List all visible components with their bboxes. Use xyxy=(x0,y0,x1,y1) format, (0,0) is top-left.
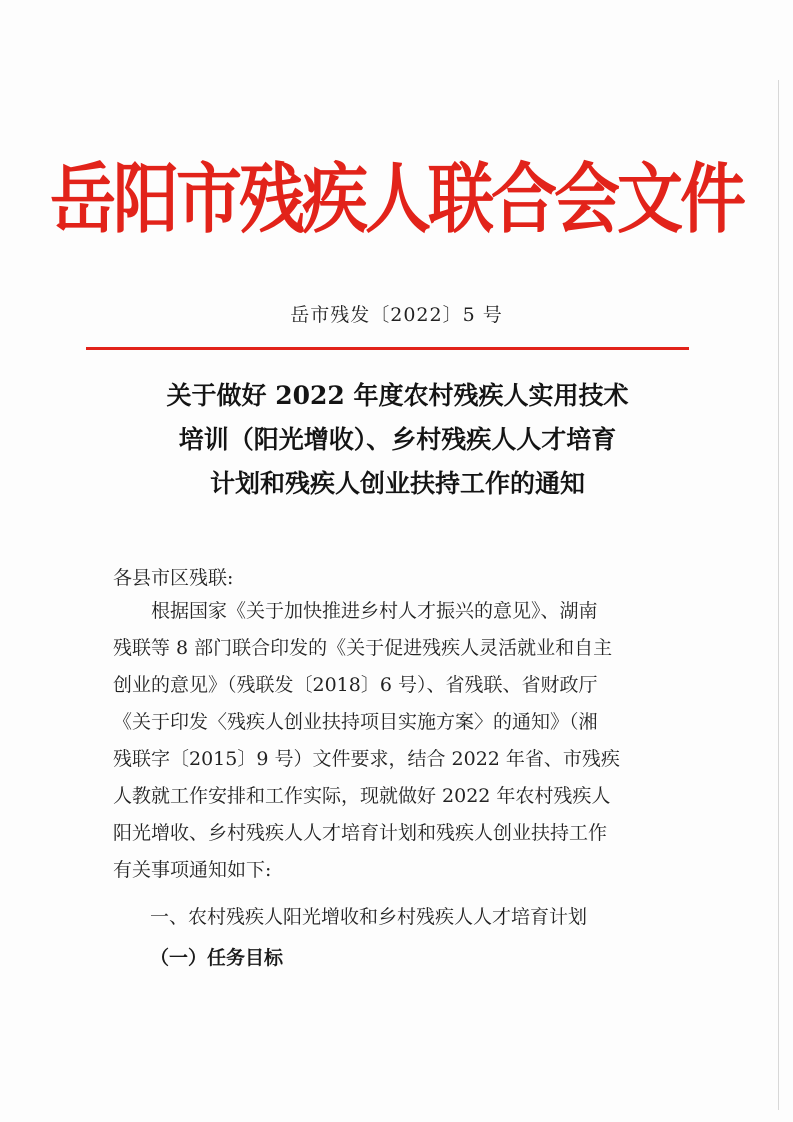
body-paragraph xyxy=(113,593,673,889)
body-line: 创业的意见》（残联发〔2018〕6 号）、省残联、省财政厅 xyxy=(113,674,598,696)
notice-title-line-3: 计划和残疾人创业扶持工作的通知 xyxy=(209,469,585,498)
body-line: 残联字〔2015〕9 号）文件要求，结合 2022 年省、市残疾 xyxy=(113,748,620,770)
body-line: 残联等 8 部门联合印发的《关于促进残疾人灵活就业和自主 xyxy=(113,637,613,659)
notice-title-line-1: 关于做好 2022 年度农村残疾人实用技术 xyxy=(166,381,629,410)
body-line: 《关于印发〈残疾人创业扶持项目实施方案〉的通知》（湘 xyxy=(113,711,598,733)
body-line: 人教就工作安排和工作实际，现就做好 2022 年农村残疾人 xyxy=(113,785,611,807)
salutation: 各县市区残联: xyxy=(113,567,234,589)
body-line: 阳光增收、乡村残疾人人才培育计划和残疾人创业扶持工作 xyxy=(113,822,608,844)
notice-title xyxy=(90,374,705,506)
section-heading-1: 一、农村残疾人阳光增收和乡村残疾人人才培育计划 xyxy=(150,906,588,928)
subsection-heading-1-1: （一）任务目标 xyxy=(150,947,284,969)
body-line: 有关事项通知如下: xyxy=(113,859,272,881)
body-line: 根据国家《关于加快推进乡村人才振兴的意见》、湖南 xyxy=(113,600,598,622)
document-number: 岳市残发〔2022〕5 号 xyxy=(290,304,503,326)
red-divider-line xyxy=(86,347,689,350)
document-masthead: 岳阳市残疾人联合会文件 xyxy=(50,155,743,244)
notice-title-line-2: 培训（阳光增收）、乡村残疾人人才培育 xyxy=(178,425,617,454)
